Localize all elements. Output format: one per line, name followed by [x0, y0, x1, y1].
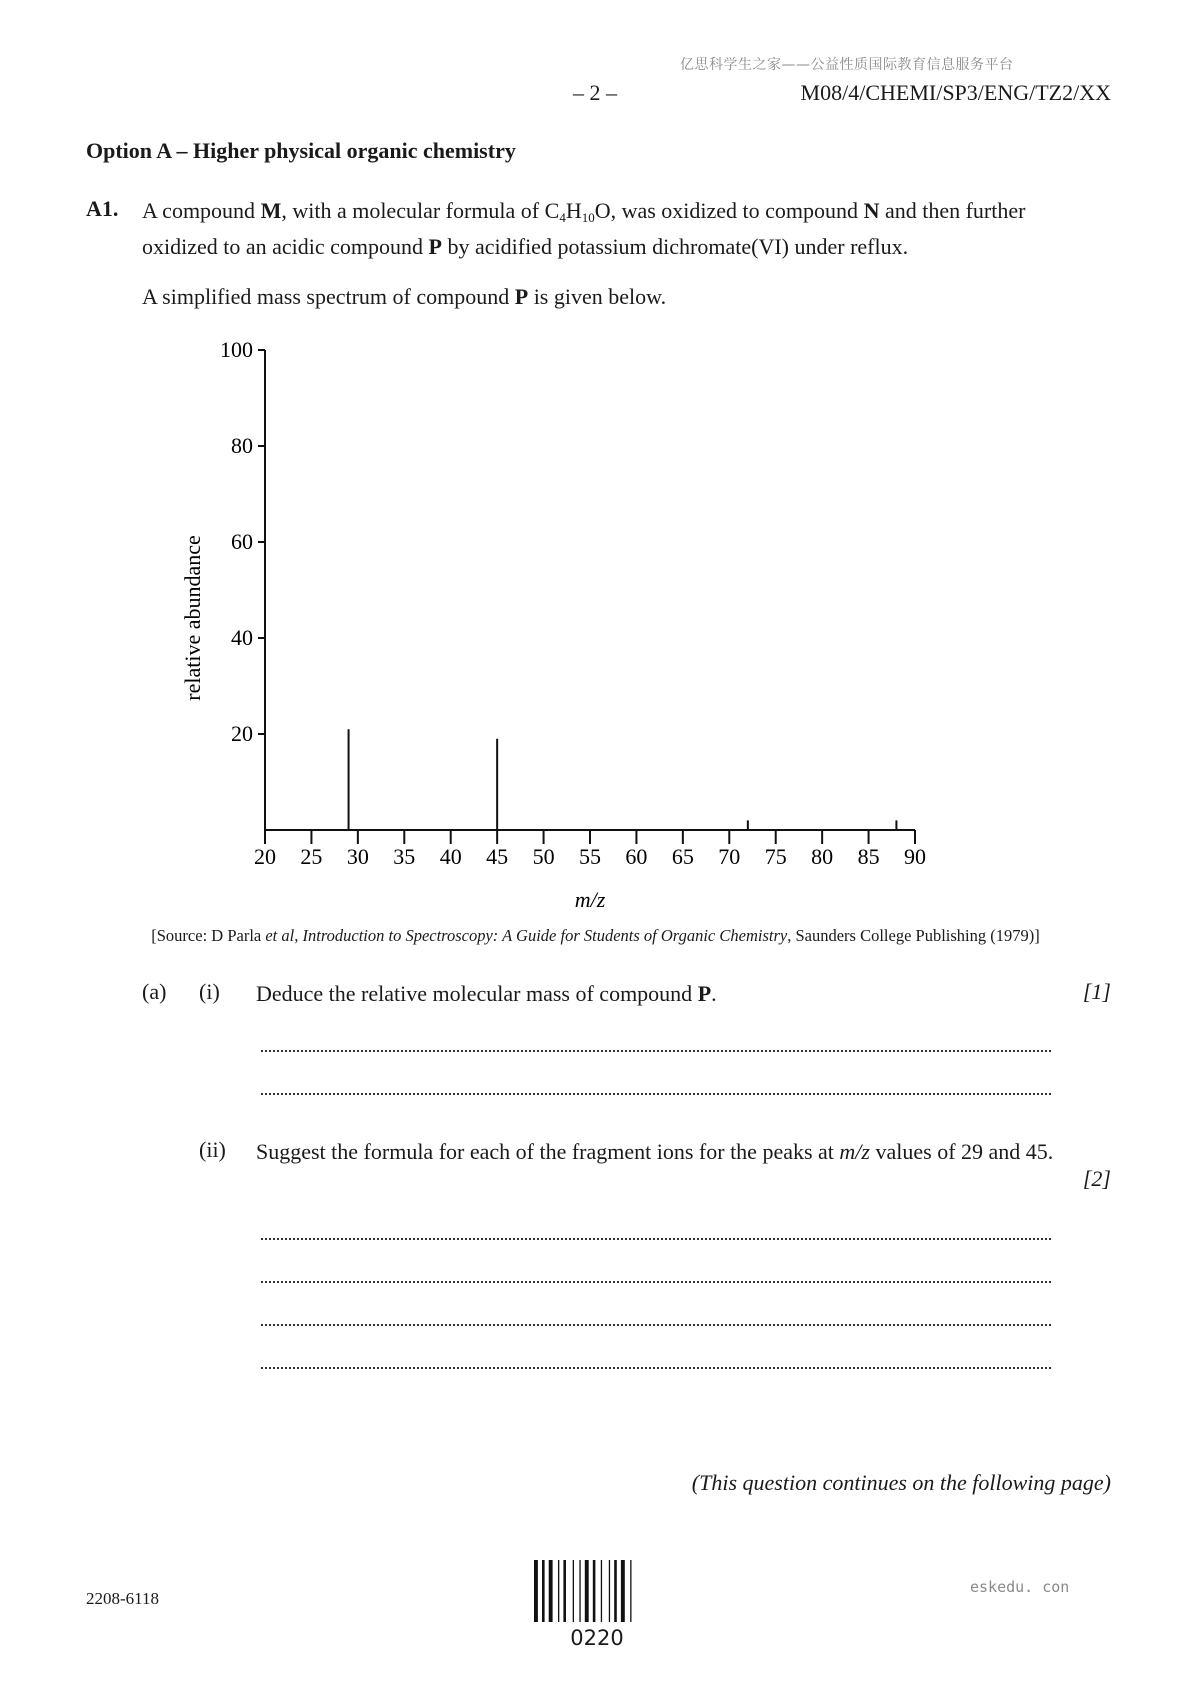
- part-a-label: (a): [142, 979, 167, 1004]
- x-tick-label: 35: [393, 844, 416, 869]
- spectrum-intro: A simplified mass spectrum of compound P is given below.: [142, 284, 667, 309]
- site-text: eskedu. con: [970, 1578, 1070, 1596]
- barcode-bar: [614, 1560, 617, 1622]
- x-tick-label: 30: [346, 844, 369, 869]
- part-a-i-text: Deduce the relative molecular mass of compound P.: [256, 981, 717, 1006]
- footer-code: 2208-6118: [86, 1589, 160, 1608]
- y-tick-label: 40: [231, 625, 253, 650]
- x-tick-label: 70: [718, 844, 741, 869]
- continue-note: (This question continues on the following page): [691, 1470, 1111, 1495]
- barcode-bar: [573, 1560, 574, 1622]
- y-tick-label: 20: [231, 721, 253, 746]
- mass-spectrum-chart: [160, 337, 926, 918]
- paper-code: M08/4/CHEMI/SP3/ENG/TZ2/XX: [800, 80, 1111, 105]
- barcode-bar: [601, 1560, 602, 1622]
- section-title: Option A – Higher physical organic chemistry: [86, 138, 516, 163]
- x-tick-label: 75: [764, 844, 787, 869]
- barcode-bar: [621, 1560, 625, 1622]
- answer-line[interactable]: [261, 1324, 1051, 1326]
- x-tick-label: 50: [532, 844, 555, 869]
- barcode-bar: [579, 1560, 580, 1622]
- x-axis-label: m/z: [574, 887, 606, 912]
- part-a-ii-label: (ii): [199, 1137, 226, 1162]
- y-tick-label: 60: [231, 529, 253, 554]
- barcode-bar: [585, 1560, 589, 1622]
- y-tick-label: 100: [220, 337, 253, 362]
- part-a-i-label: (i): [199, 979, 220, 1004]
- part-a-ii-text: Suggest the formula for each of the fragment ions for the peaks at m/z values of 29 and 45.: [256, 1139, 1054, 1164]
- peaks: [349, 729, 897, 830]
- x-tick-label: 90: [904, 844, 926, 869]
- x-tick-label: 20: [254, 844, 276, 869]
- question-text: A compound M, with a molecular formula of $C_4H_{10}O$, was oxidized to compound N and then further oxidized to an acidic compound P by acidified potassium dichromate(VI) under reflux.: [142, 198, 1026, 259]
- barcode-number: 0220: [570, 1626, 624, 1650]
- y-axis: [220, 337, 265, 830]
- watermark-text: 亿思科学生之家——公益性质国际教育信息服务平台: [680, 57, 1014, 73]
- x-tick-label: 60: [625, 844, 648, 869]
- barcode-bar: [549, 1560, 553, 1622]
- answer-line[interactable]: [261, 1281, 1051, 1283]
- y-tick-label: 80: [231, 433, 253, 458]
- barcode-bar: [609, 1560, 610, 1622]
- barcode-bar: [593, 1560, 596, 1622]
- x-tick-label: 80: [811, 844, 834, 869]
- x-tick-label: 65: [671, 844, 694, 869]
- barcode-bar: [630, 1560, 631, 1622]
- question-number: A1.: [86, 196, 119, 221]
- x-tick-label: 85: [857, 844, 880, 869]
- y-axis-label: relative abundance: [180, 535, 205, 701]
- barcode-bar: [534, 1560, 538, 1622]
- answer-line[interactable]: [261, 1050, 1051, 1052]
- part-a-i-marks: [1]: [1082, 979, 1111, 1004]
- source-citation: [Source: D Parla et al, Introduction to Spectroscopy: A Guide for Students of Organic Chemistry, Saunders College Publishing (1979)]: [151, 926, 1040, 945]
- x-axis: [254, 830, 926, 869]
- x-tick-label: 25: [300, 844, 323, 869]
- answer-line[interactable]: [261, 1367, 1051, 1369]
- barcode-bar: [558, 1560, 559, 1622]
- x-tick-label: 55: [579, 844, 601, 869]
- barcode-image: [532, 1560, 662, 1622]
- barcode-bar: [542, 1560, 545, 1622]
- answer-line[interactable]: [261, 1093, 1051, 1095]
- x-tick-label: 40: [439, 844, 462, 869]
- x-tick-label: 45: [486, 844, 509, 869]
- answer-line[interactable]: [261, 1238, 1051, 1240]
- barcode-bar: [563, 1560, 566, 1622]
- part-a-ii-marks: [2]: [1082, 1166, 1111, 1191]
- page-number: – 2 –: [573, 80, 617, 105]
